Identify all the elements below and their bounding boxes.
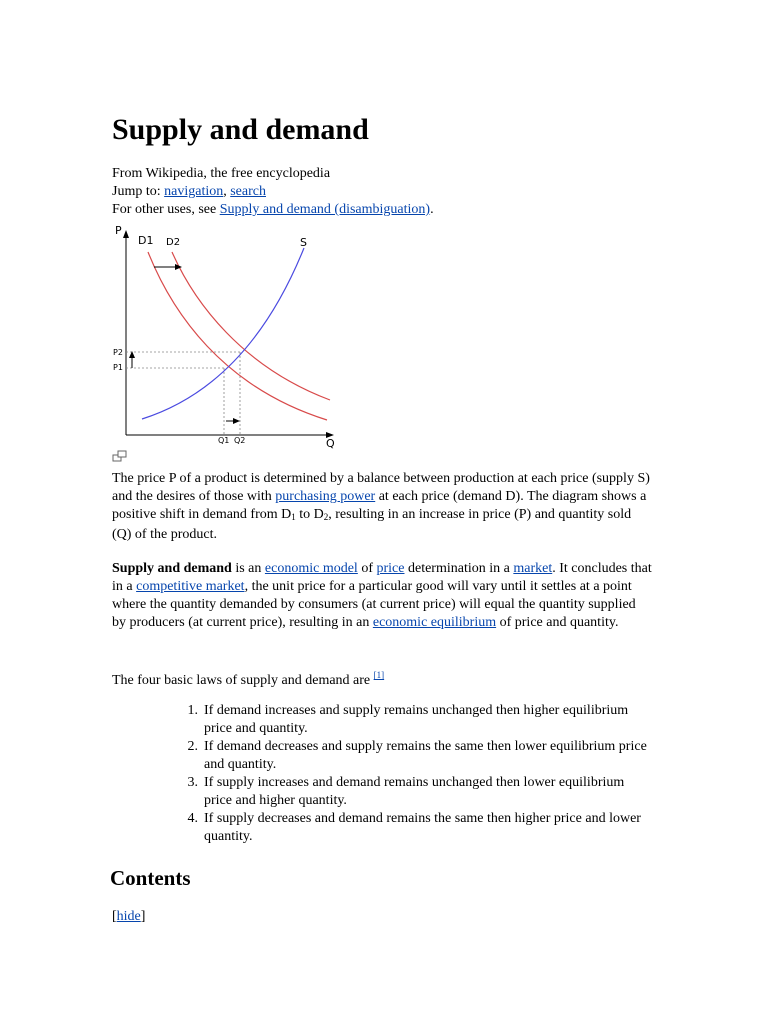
axis-label-q: Q: [326, 437, 335, 450]
market-link[interactable]: market: [513, 561, 553, 576]
economic-equilibrium-link[interactable]: economic equilibrium: [372, 615, 497, 630]
para-text: is an: [231, 561, 265, 576]
caption-text: to D: [295, 507, 324, 522]
label-p2: P2: [113, 348, 123, 357]
hatnote-suffix: .: [430, 202, 434, 217]
para-text: . It concludes that in a: [112, 561, 652, 594]
site-subtitle: From Wikipedia, the free encyclopedia: [112, 166, 331, 181]
hatnote-prefix: For other uses, see: [112, 202, 220, 217]
list-number: 1.: [187, 703, 198, 718]
hide-contents-link[interactable]: hide: [116, 909, 141, 924]
label-q2: Q2: [234, 436, 246, 445]
label-q1: Q1: [218, 436, 230, 445]
para-text: determination in a: [404, 561, 514, 576]
list-item: [112, 702, 652, 738]
figure-caption: [112, 470, 652, 544]
list-number: 2.: [187, 739, 198, 754]
list-item: [112, 810, 652, 846]
para-text: The four basic laws of supply and demand are: [112, 673, 374, 688]
caption-subscript: 1: [291, 512, 296, 522]
disambiguation-link[interactable]: Supply and demand (disambiguation): [219, 202, 431, 217]
jump-prefix: Jump to:: [112, 184, 165, 199]
jump-search-link[interactable]: search: [230, 184, 266, 199]
supply-demand-figure[interactable]: [112, 222, 344, 468]
page-title: Supply and demand: [112, 113, 369, 146]
demand-curve-d1: [148, 252, 327, 420]
laws-list: [112, 702, 652, 846]
caption-subscript: 2: [323, 512, 329, 522]
contents-toggle: [112, 908, 145, 926]
purchasing-power-link[interactable]: purchasing power: [275, 489, 376, 504]
intro-paragraph: [112, 560, 652, 632]
bracket: [: [112, 909, 117, 924]
para-text: , the unit price for a particular good will vary until it settles at a point where the quantity demanded by consumers (at current price) will equal the quantity supplied by producers (at current price), resulting in an: [112, 579, 636, 630]
supply-demand-diagram: [112, 222, 344, 468]
hatnote: [112, 201, 652, 219]
label-p1: P1: [113, 363, 123, 372]
axis-label-p: P: [115, 224, 122, 237]
label-s: S: [300, 236, 307, 249]
list-text: If demand increases and supply remains unchanged then higher equilibrium price and quantity.: [204, 703, 629, 736]
magnify-icon[interactable]: [112, 450, 128, 462]
laws-intro: [112, 666, 652, 690]
caption-text: , resulting in an increase in price (P) and quantity sold (Q) of the product.: [112, 507, 632, 542]
y-axis-arrow: [123, 230, 129, 238]
bracket: ]: [140, 909, 146, 924]
list-text: If supply increases and demand remains unchanged then lower equilibrium price and higher quantity.: [204, 775, 625, 808]
label-d1: D1: [138, 234, 154, 247]
quantity-rise-arrowhead: [233, 418, 240, 424]
list-text: If demand decreases and supply remains the same then lower equilibrium price and quantity.: [204, 739, 647, 772]
economic-model-link[interactable]: economic model: [264, 561, 358, 576]
jump-to: [112, 183, 652, 201]
list-item: [112, 774, 652, 810]
para-text: of: [357, 561, 377, 576]
reference-link[interactable]: [1]: [373, 670, 385, 680]
list-text: If supply decreases and demand remains the same then higher price and lower quantity.: [204, 811, 641, 844]
competitive-market-link[interactable]: competitive market: [136, 579, 245, 594]
article-meta: [112, 165, 652, 219]
demand-curve-d2: [172, 252, 330, 400]
jump-separator: ,: [223, 184, 231, 199]
list-item: [112, 738, 652, 774]
term-bold: Supply and demand: [112, 561, 232, 576]
caption-text: The price P of a product is determined by a balance between production at each price (supply S) and the desires of those with: [112, 471, 650, 504]
caption-text: at each price (demand D). The diagram shows a positive shift in demand from D: [112, 489, 647, 522]
para-text: of price and quantity.: [496, 615, 619, 630]
list-number: 4.: [187, 811, 198, 826]
label-d2: D2: [166, 237, 181, 248]
price-link[interactable]: price: [376, 561, 405, 576]
jump-navigation-link[interactable]: navigation: [164, 184, 224, 199]
supply-curve: [142, 248, 304, 419]
contents-heading: Contents: [110, 866, 191, 890]
list-number: 3.: [187, 775, 198, 790]
